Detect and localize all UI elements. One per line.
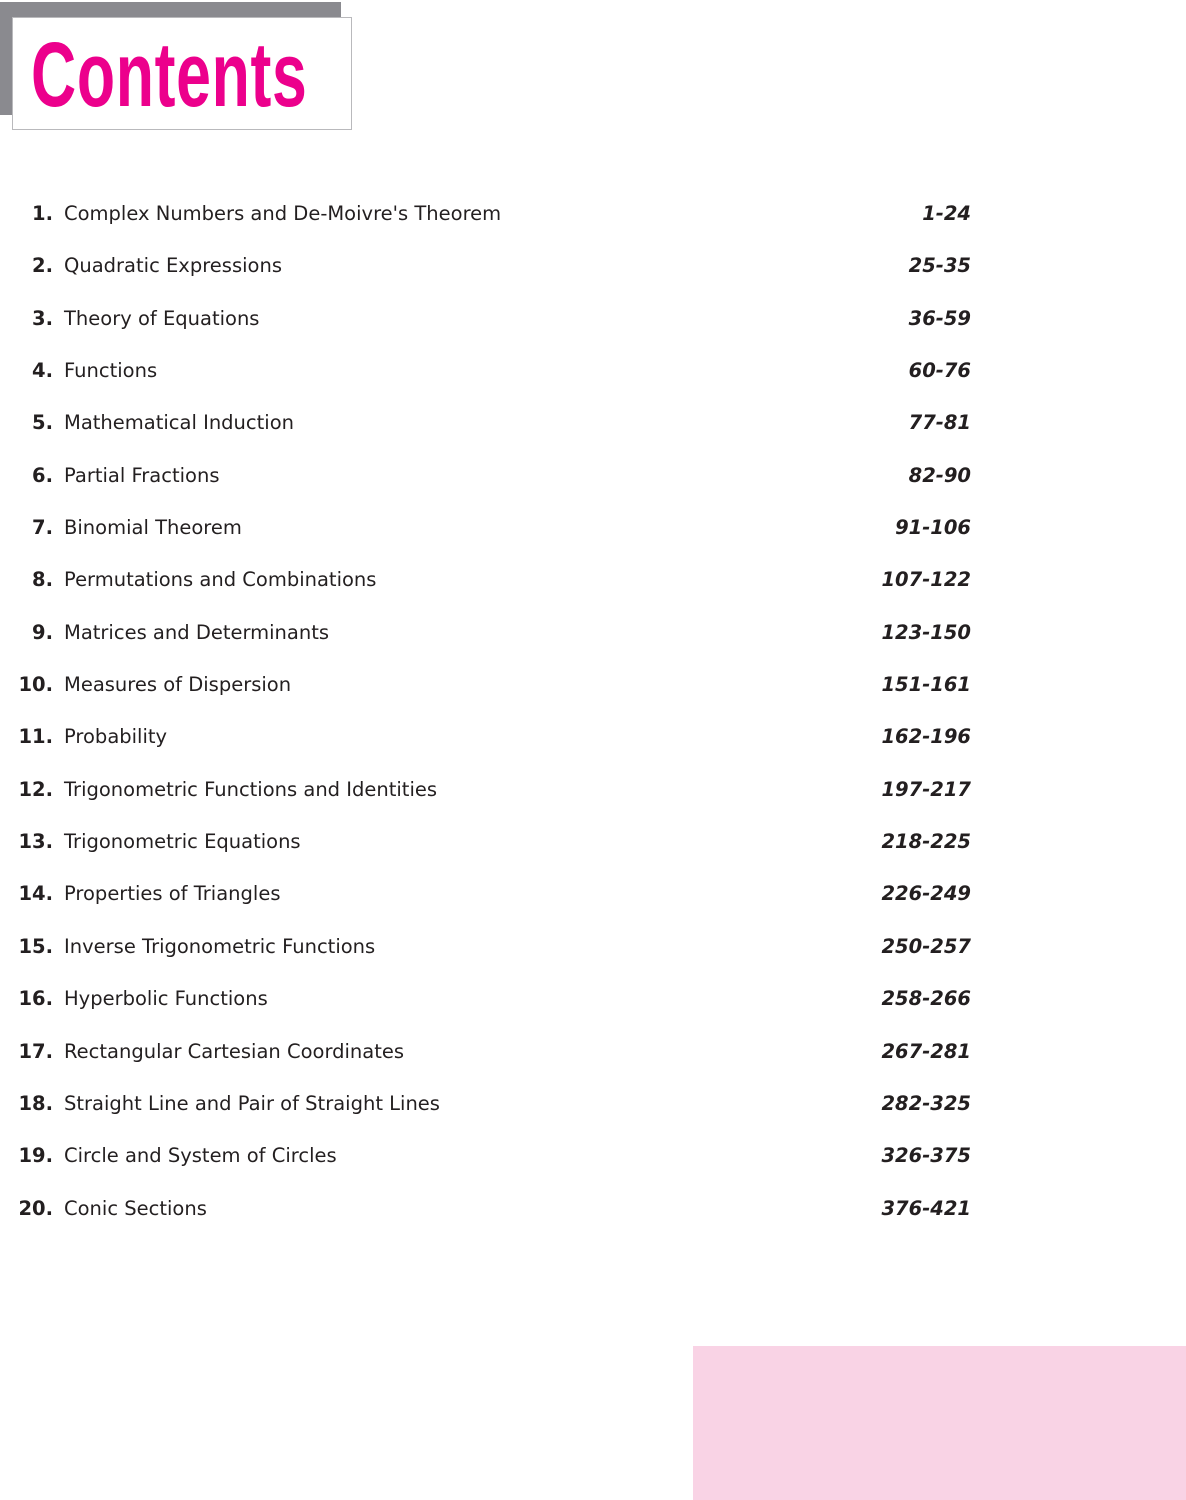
toc-entry[interactable]: [0, 293, 1186, 345]
chapter-title: Matrices and Determinants: [64, 620, 330, 644]
toc-entry[interactable]: [0, 921, 1186, 973]
page-range: 226-249: [881, 882, 971, 906]
page-range: 218-225: [881, 830, 971, 854]
chapter-title: Mathematical Induction: [64, 411, 294, 435]
page-range: 123-150: [881, 620, 971, 644]
chapter-number: 8.: [32, 568, 53, 592]
toc-entry[interactable]: [0, 240, 1186, 292]
chapter-title: Quadratic Expressions: [64, 254, 282, 278]
chapter-number: 3.: [32, 306, 53, 330]
chapter-title: Permutations and Combinations: [64, 568, 377, 592]
toc-entry[interactable]: [0, 188, 1186, 240]
chapter-title: Properties of Triangles: [64, 882, 281, 906]
toc-entry[interactable]: [0, 554, 1186, 606]
page-range: 250-257: [881, 934, 971, 958]
toc-entry[interactable]: [0, 1130, 1186, 1182]
chapter-title: Binomial Theorem: [64, 516, 242, 540]
page-range: 162-196: [881, 725, 971, 749]
chapter-number: 20.: [18, 1196, 53, 1220]
page-range: 376-421: [881, 1196, 971, 1220]
chapter-number: 2.: [32, 254, 53, 278]
page-range: 151-161: [881, 673, 971, 697]
page-range: 282-325: [881, 1091, 971, 1115]
chapter-number: 12.: [18, 777, 53, 801]
chapter-title: Theory of Equations: [64, 306, 260, 330]
page-range: 91-106: [895, 516, 971, 540]
chapter-number: 16.: [18, 987, 53, 1011]
chapter-number: 13.: [18, 830, 53, 854]
chapter-number: 9.: [32, 620, 53, 644]
table-of-contents: [0, 188, 1186, 1235]
page-range: 258-266: [881, 987, 971, 1011]
toc-entry[interactable]: [0, 345, 1186, 397]
chapter-number: 10.: [18, 673, 53, 697]
chapter-number: 17.: [18, 1039, 53, 1063]
chapter-title: Straight Line and Pair of Straight Lines: [64, 1091, 440, 1115]
chapter-title: Partial Fractions: [64, 463, 220, 487]
chapter-title: Rectangular Cartesian Coordinates: [64, 1039, 405, 1063]
page-range: 25-35: [908, 254, 971, 278]
chapter-title: Conic Sections: [64, 1196, 207, 1220]
toc-entry[interactable]: [0, 764, 1186, 816]
chapter-title: Hyperbolic Functions: [64, 987, 268, 1011]
page-range: 326-375: [881, 1144, 971, 1168]
toc-entry[interactable]: [0, 659, 1186, 711]
toc-entry[interactable]: [0, 397, 1186, 449]
page-range: 36-59: [908, 306, 971, 330]
chapter-number: 18.: [18, 1091, 53, 1115]
page-range: 77-81: [908, 411, 971, 435]
page-range: 267-281: [881, 1039, 971, 1063]
page-range: 1-24: [922, 202, 971, 225]
toc-entry[interactable]: [0, 1026, 1186, 1078]
chapter-title: Complex Numbers and De-Moivre's Theorem: [64, 202, 502, 225]
chapter-title: Circle and System of Circles: [64, 1144, 337, 1168]
page-range: 107-122: [881, 568, 971, 592]
chapter-title: Trigonometric Equations: [64, 830, 301, 854]
toc-entry[interactable]: [0, 973, 1186, 1025]
chapter-number: 1.: [32, 202, 53, 225]
toc-entry[interactable]: [0, 450, 1186, 502]
chapter-number: 15.: [18, 934, 53, 958]
toc-entry[interactable]: [0, 711, 1186, 763]
toc-entry[interactable]: [0, 502, 1186, 554]
page-range: 60-76: [908, 359, 971, 383]
page-title: Contents: [31, 24, 308, 126]
chapter-number: 11.: [18, 725, 53, 749]
toc-entry[interactable]: [0, 607, 1186, 659]
chapter-title: Probability: [64, 725, 168, 749]
chapter-number: 7.: [32, 516, 53, 540]
chapter-title: Trigonometric Functions and Identities: [64, 777, 438, 801]
chapter-title: Functions: [64, 359, 158, 383]
chapter-number: 5.: [32, 411, 53, 435]
chapter-title: Inverse Trigonometric Functions: [64, 934, 376, 958]
chapter-number: 14.: [18, 882, 53, 906]
page-range: 197-217: [881, 777, 971, 801]
toc-entry[interactable]: [0, 868, 1186, 920]
toc-entry[interactable]: [0, 1078, 1186, 1130]
page-range: 82-90: [908, 463, 971, 487]
decorative-pink-block: [693, 1346, 1186, 1500]
chapter-title: Measures of Dispersion: [64, 673, 292, 697]
chapter-number: 6.: [32, 463, 53, 487]
toc-entry[interactable]: [0, 1183, 1186, 1235]
chapter-number: 4.: [32, 359, 53, 383]
toc-entry[interactable]: [0, 816, 1186, 868]
chapter-number: 19.: [18, 1144, 53, 1168]
